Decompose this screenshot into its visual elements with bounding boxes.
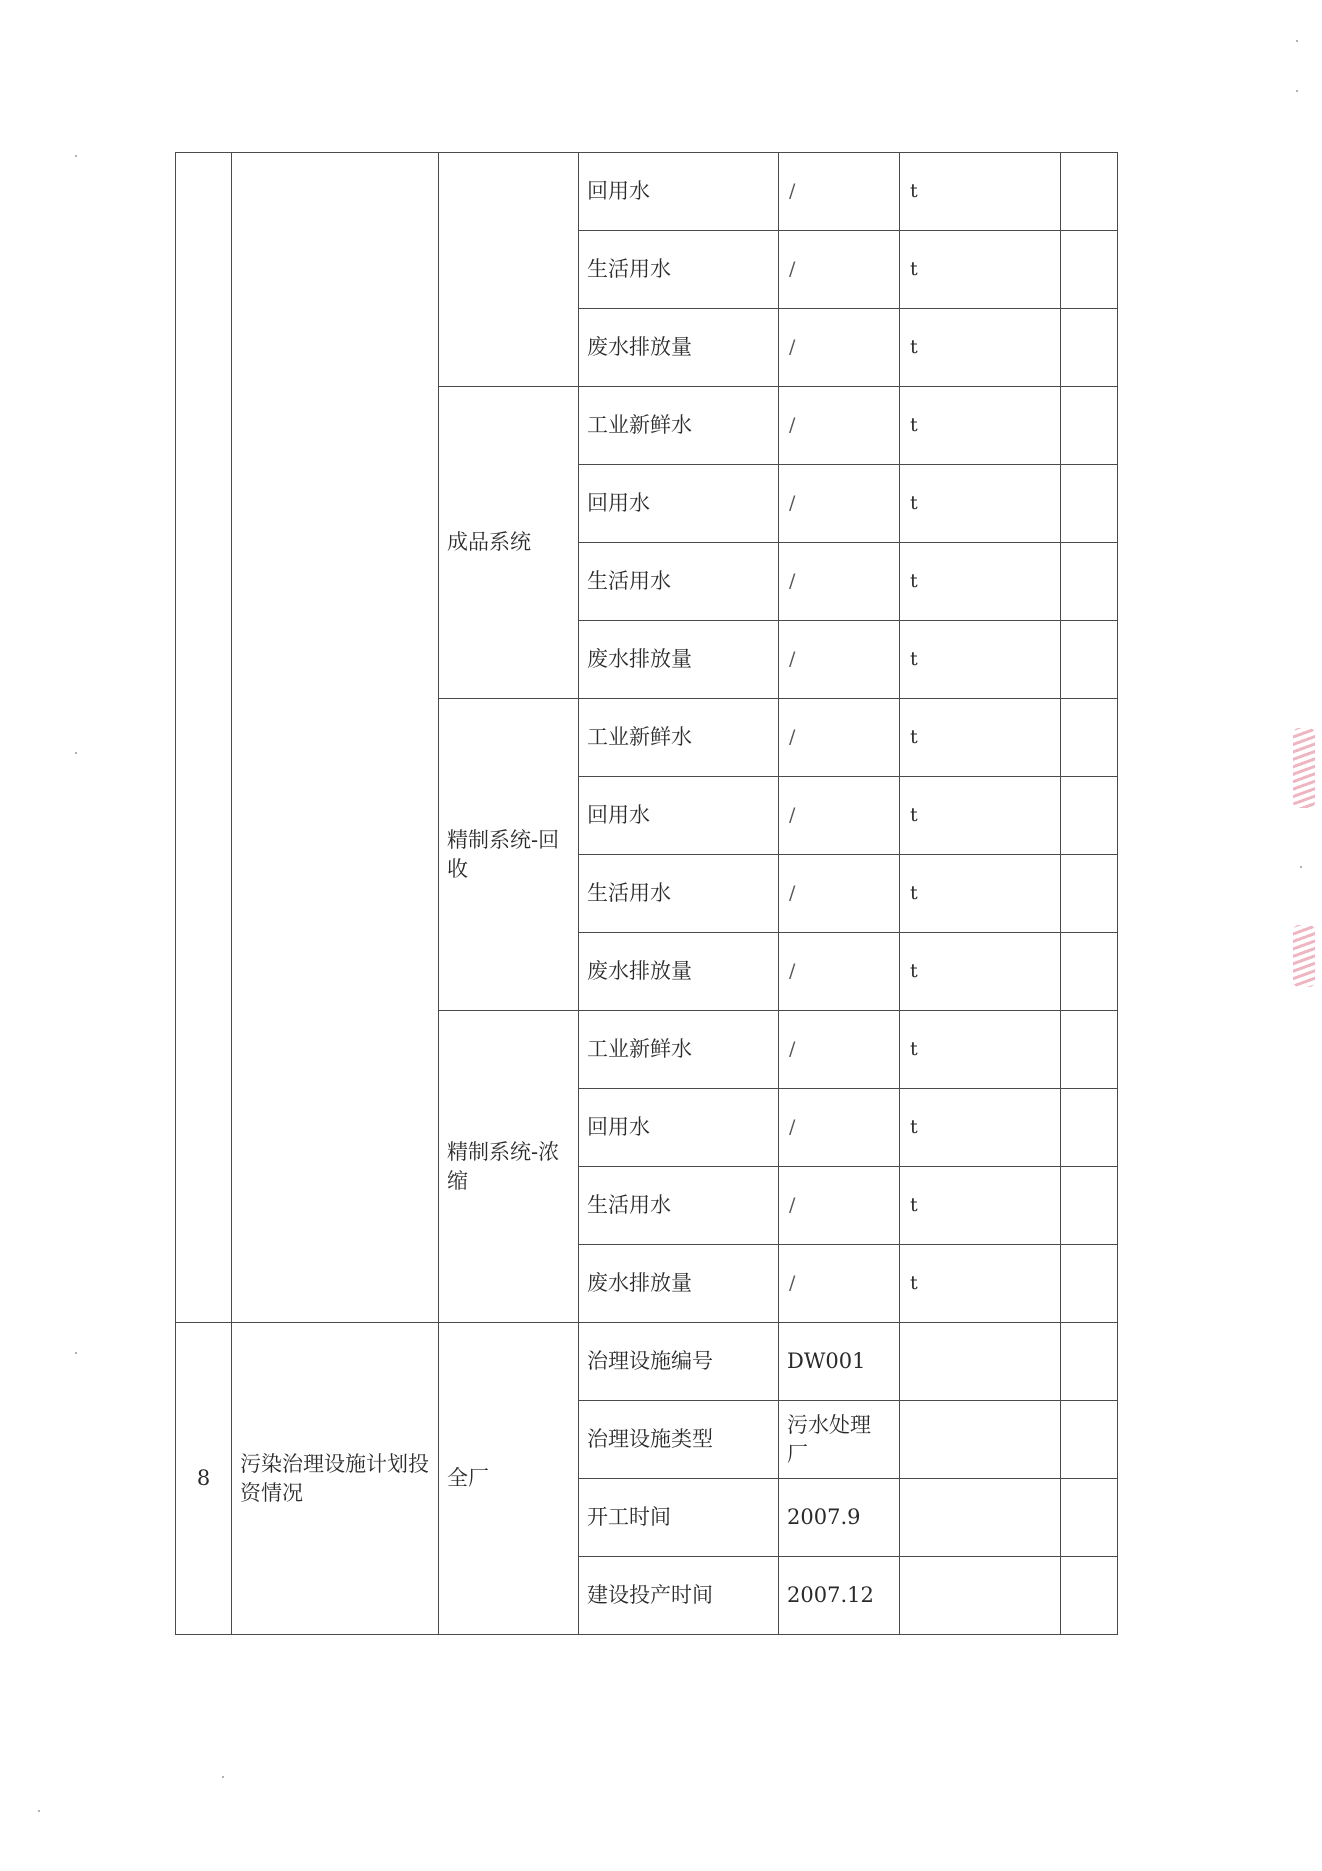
table-row <box>176 153 1118 231</box>
indicator-value: / <box>779 231 900 309</box>
indicator-value: / <box>779 1167 900 1245</box>
indicator-unit: t <box>900 231 1061 309</box>
system-group-cell <box>439 153 579 387</box>
indicator-value: / <box>779 387 900 465</box>
indicator-name: 治理设施编号 <box>579 1323 779 1401</box>
item-number-cell <box>176 153 232 1323</box>
scan-speck <box>222 1776 224 1778</box>
scan-speck <box>38 1810 40 1812</box>
indicator-value: / <box>779 699 900 777</box>
item-category-cell <box>232 153 439 1323</box>
system-group-cell: 精制系统-浓缩 <box>439 1011 579 1323</box>
indicator-note <box>1061 699 1118 777</box>
indicator-note <box>1061 777 1118 855</box>
indicator-value: / <box>779 1011 900 1089</box>
indicator-value: / <box>779 855 900 933</box>
indicator-value: / <box>779 153 900 231</box>
indicator-unit: t <box>900 309 1061 387</box>
indicator-note <box>1061 855 1118 933</box>
indicator-unit: t <box>900 1011 1061 1089</box>
indicator-note <box>1061 933 1118 1011</box>
indicator-value: 2007.12 <box>779 1557 900 1635</box>
indicator-name: 工业新鲜水 <box>579 699 779 777</box>
indicator-value: / <box>779 465 900 543</box>
indicator-value: / <box>779 1245 900 1323</box>
indicator-name: 回用水 <box>579 465 779 543</box>
indicator-value: / <box>779 543 900 621</box>
indicator-name: 回用水 <box>579 1089 779 1167</box>
indicator-name: 开工时间 <box>579 1479 779 1557</box>
indicator-unit <box>900 1323 1061 1401</box>
indicator-unit <box>900 1479 1061 1557</box>
scan-speck <box>1296 90 1298 92</box>
indicator-unit: t <box>900 1245 1061 1323</box>
indicator-note <box>1061 1401 1118 1479</box>
indicator-note <box>1061 1323 1118 1401</box>
system-group-cell: 成品系统 <box>439 387 579 699</box>
stamp-fragment <box>1293 728 1315 808</box>
indicator-name: 治理设施类型 <box>579 1401 779 1479</box>
indicator-name: 废水排放量 <box>579 1245 779 1323</box>
stamp-fragment <box>1293 925 1315 987</box>
indicator-name: 建设投产时间 <box>579 1557 779 1635</box>
indicator-unit: t <box>900 699 1061 777</box>
indicator-note <box>1061 153 1118 231</box>
indicator-name: 生活用水 <box>579 855 779 933</box>
item-number-cell: 8 <box>176 1323 232 1635</box>
indicator-unit: t <box>900 543 1061 621</box>
indicator-name: 回用水 <box>579 777 779 855</box>
indicator-name: 生活用水 <box>579 543 779 621</box>
indicator-name: 工业新鲜水 <box>579 1011 779 1089</box>
indicator-value: 污水处理厂 <box>779 1401 900 1479</box>
indicator-value: DW001 <box>779 1323 900 1401</box>
indicator-unit: t <box>900 621 1061 699</box>
scan-speck <box>75 155 77 157</box>
indicator-unit: t <box>900 153 1061 231</box>
item-category-cell: 污染治理设施计划投资情况 <box>232 1323 439 1635</box>
indicator-unit: t <box>900 465 1061 543</box>
indicator-name: 生活用水 <box>579 231 779 309</box>
indicator-unit: t <box>900 855 1061 933</box>
indicator-note <box>1061 231 1118 309</box>
indicator-name: 工业新鲜水 <box>579 387 779 465</box>
indicator-unit <box>900 1557 1061 1635</box>
scan-speck <box>1296 40 1298 42</box>
indicator-note <box>1061 621 1118 699</box>
indicator-value: / <box>779 621 900 699</box>
indicator-note <box>1061 1167 1118 1245</box>
indicator-note <box>1061 1011 1118 1089</box>
indicator-unit: t <box>900 1167 1061 1245</box>
system-group-cell: 全厂 <box>439 1323 579 1635</box>
scan-speck <box>75 1352 77 1354</box>
document-table <box>175 152 1118 1635</box>
table-row <box>176 1323 1118 1401</box>
indicator-value: / <box>779 309 900 387</box>
indicator-name: 废水排放量 <box>579 621 779 699</box>
indicator-note <box>1061 543 1118 621</box>
indicator-note <box>1061 387 1118 465</box>
scan-speck <box>75 752 77 754</box>
indicator-value: / <box>779 933 900 1011</box>
indicator-note <box>1061 465 1118 543</box>
indicator-note <box>1061 309 1118 387</box>
indicator-name: 废水排放量 <box>579 933 779 1011</box>
indicator-note <box>1061 1089 1118 1167</box>
indicator-unit: t <box>900 777 1061 855</box>
indicator-unit <box>900 1401 1061 1479</box>
indicator-value: / <box>779 777 900 855</box>
indicator-name: 废水排放量 <box>579 309 779 387</box>
indicator-note <box>1061 1245 1118 1323</box>
indicator-note <box>1061 1479 1118 1557</box>
indicator-name: 回用水 <box>579 153 779 231</box>
indicator-unit: t <box>900 387 1061 465</box>
indicator-value: 2007.9 <box>779 1479 900 1557</box>
system-group-cell: 精制系统-回收 <box>439 699 579 1011</box>
indicator-name: 生活用水 <box>579 1167 779 1245</box>
indicator-note <box>1061 1557 1118 1635</box>
indicator-value: / <box>779 1089 900 1167</box>
scan-speck <box>1300 866 1302 868</box>
indicator-unit: t <box>900 1089 1061 1167</box>
indicator-unit: t <box>900 933 1061 1011</box>
